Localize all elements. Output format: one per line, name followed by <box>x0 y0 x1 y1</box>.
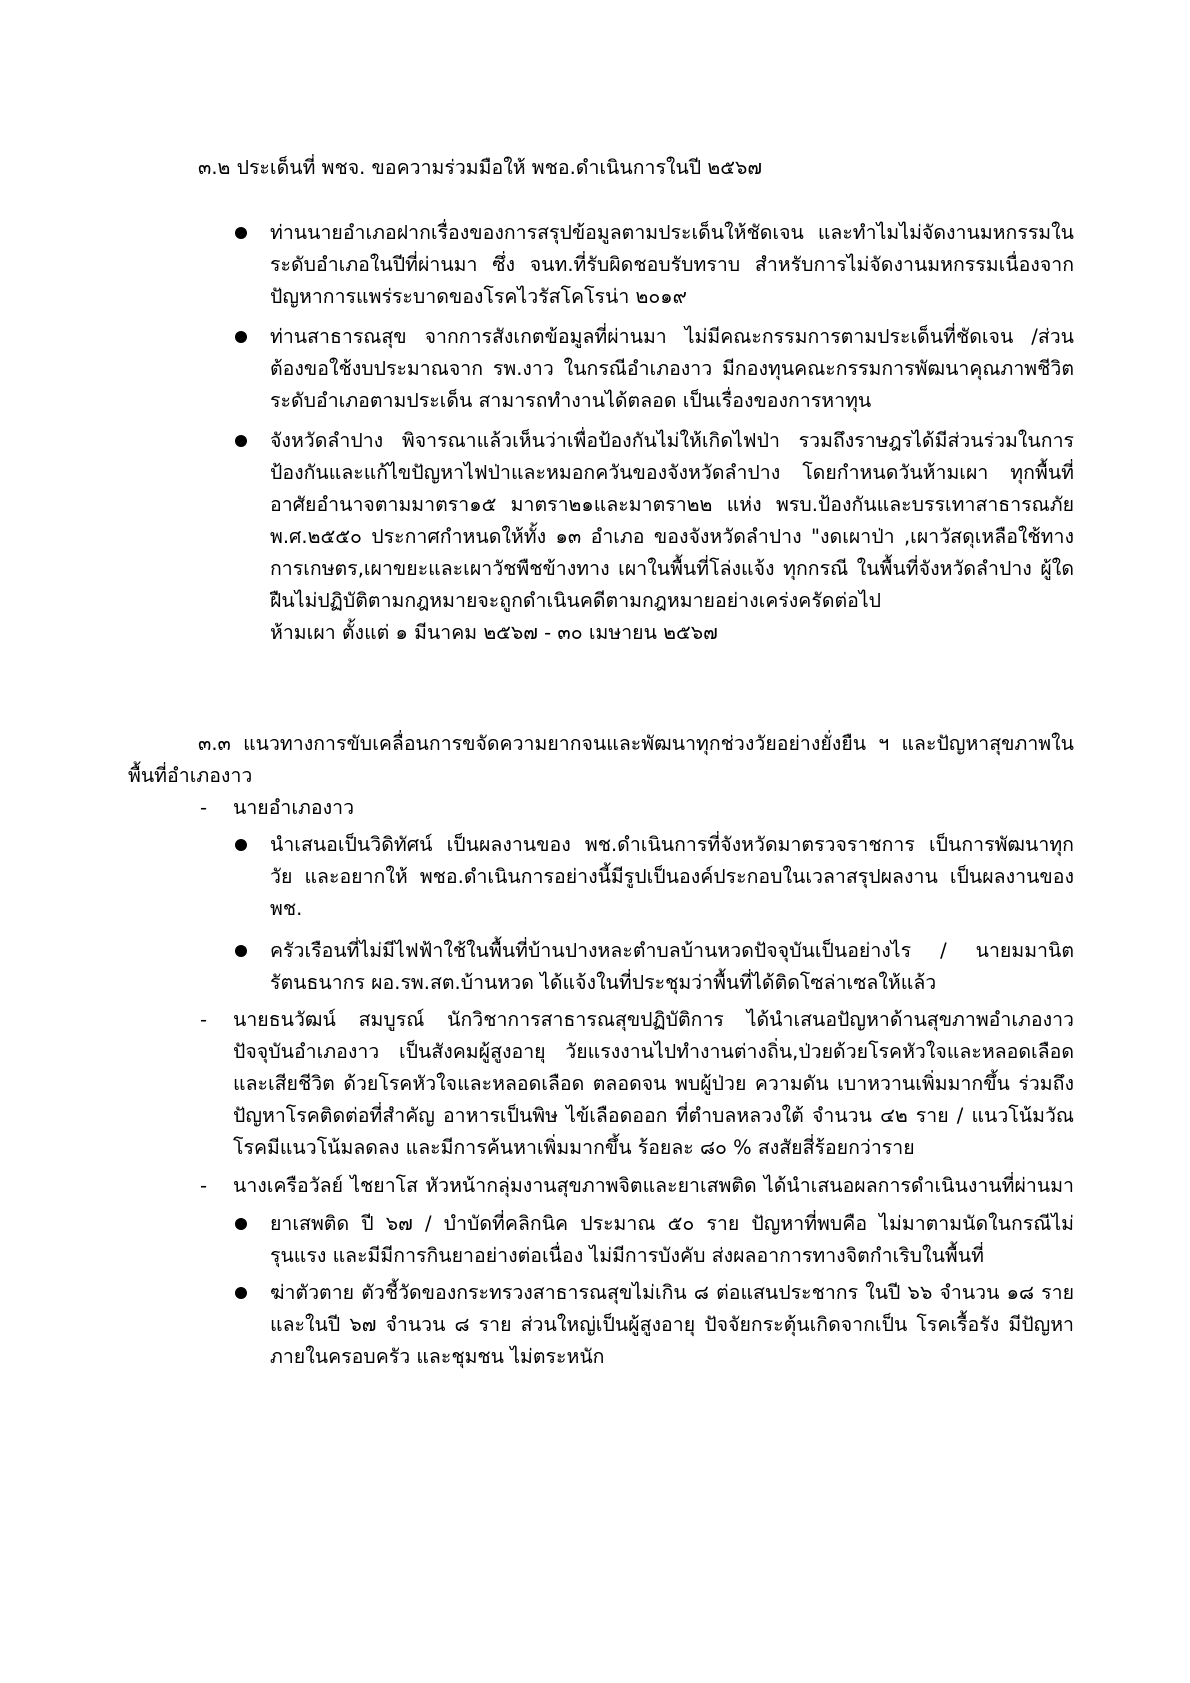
dash-marker: - <box>200 1174 208 1197</box>
paragraph-line: ยาเสพติด ปี ๖๗ / บำบัดที่คลิกนิค ประมาณ ๕๐ ราย ปัญหาที่พบคือ ไม่มาตามนัดในกรณีไม่ <box>270 1212 1074 1235</box>
paragraph-line: ระดับอำเภอในปีที่ผ่านมา ซึ่ง จนท.ที่รับผิดชอบรับทราบ สำหรับการไม่จัดงานมหกรรมเนื่องจาก <box>270 253 1074 276</box>
paragraph-line: พช. <box>270 897 303 920</box>
paragraph-line: นำเสนอเป็นวิดิทัศน์ เป็นผลงานของ พช.ดำเนินการที่จังหวัดมาตรวจราชการ เป็นการพัฒนาทุก <box>270 833 1074 856</box>
paragraph-line: ฆ่าตัวตาย ตัวชี้วัดของกระทรวงสาธารณสุขไม่เกิน ๘ ต่อแสนประชากร ในปี ๖๖ จำนวน ๑๘ ราย <box>270 1281 1074 1304</box>
paragraph-line: โรคมีแนวโน้มลดลง และมีการค้นหาเพิ่มมากขึ้น ร้อยละ ๘๐ % สงสัยสี่ร้อยกว่าราย <box>233 1136 915 1159</box>
paragraph-line: จังหวัดลำปาง พิจารณาแล้วเห็นว่าเพื่อป้องกันไม่ให้เกิดไฟป่า รวมถึงราษฎรได้มีส่วนร่วมในการ <box>270 429 1074 452</box>
paragraph-line: ห้ามเผา ตั้งแต่ ๑ มีนาคม ๒๕๖๗ - ๓๐ เมษายน ๒๕๖๗ <box>270 621 718 644</box>
paragraph-line: รุนแรง และมีมีการกินยาอย่างต่อเนื่อง ไม่มีการบังคับ ส่งผลอาการทางจิตกำเริบในพื้นที่ <box>270 1244 984 1267</box>
bullet-icon <box>235 1287 247 1299</box>
section-3-3-heading: ๓.๓ แนวทางการขับเคลื่อนการขจัดความยากจนและพัฒนาทุกช่วงวัยอย่างยั่งยืน ฯ และปัญหาสุขภาพใน <box>198 732 1074 755</box>
paragraph-line: และเสียชีวิต ด้วยโรคหัวใจและหลอดเลือด ตลอดจน พบผู้ป่วย ความดัน เบาหวานเพิ่มมากขึ้น ร่วมถึง <box>233 1072 1074 1095</box>
bullet-icon <box>235 839 247 851</box>
paragraph-line: พ.ศ.๒๕๕๐ ประกาศกำหนดให้ทั้ง ๑๓ อำเภอ ของจังหวัดลำปาง "งดเผาป่า ,เผาวัสดุเหลือใช้ทาง <box>270 525 1074 548</box>
paragraph-line: ท่านนายอำเภอฝากเรื่องของการสรุปข้อมูลตามประเด็นให้ชัดเจน และทำไมไม่จัดงานมหกรรมใน <box>270 221 1074 244</box>
paragraph-line: ฝืนไม่ปฏิบัติตามกฎหมายจะถูกดำเนินคดีตามกฎหมายอย่างเคร่งครัดต่อไป <box>270 589 882 612</box>
section-3-2-heading: ๓.๒ ประเด็นที่ พชจ. ขอความร่วมมือให้ พชอ.ดำเนินการในปี ๒๕๖๗ <box>198 156 763 179</box>
paragraph-line: ปัญหาการแพร่ระบาดของโรคไวรัสโคโรน่า ๒๐๑๙ <box>270 285 687 308</box>
paragraph-line: วัย และอยากให้ พชอ.ดำเนินการอย่างนี้มีรูปเป็นองค์ประกอบในเวลาสรุปผลงาน เป็นผลงานของ <box>270 865 1074 888</box>
dash-marker: - <box>200 1008 208 1031</box>
paragraph-line: ระดับอำเภอตามประเด็น สามารถทำงานได้ตลอด เป็นเรื่องของการหาทุน <box>270 389 872 412</box>
bullet-icon <box>235 1218 247 1230</box>
bullet-icon <box>235 227 247 239</box>
bullet-icon <box>235 435 247 447</box>
paragraph-line: ปัจจุบันอำเภองาว เป็นสังคมผู้สูงอายุ วัยแรงงานไปทำงานต่างถิ่น,ป่วยด้วยโรคหัวใจและหลอดเลือด <box>233 1040 1074 1063</box>
paragraph-line: นางเครือวัลย์ ไชยาโส หัวหน้ากลุ่มงานสุขภาพจิตและยาเสพติด ได้นำเสนอผลการดำเนินงานที่ผ่านมา <box>233 1174 1074 1197</box>
paragraph-line: และในปี ๖๗ จำนวน ๘ ราย ส่วนใหญ่เป็นผู้สูงอายุ ปัจจัยกระตุ้นเกิดจากเป็น โรคเรื้อรัง มีปัญหา <box>270 1313 1074 1336</box>
paragraph-line: อาศัยอำนาจตามมาตรา๑๕ มาตรา๒๑และมาตรา๒๒ แห่ง พรบ.ป้องกันและบรรเทาสาธารณภัย <box>270 493 1074 516</box>
bullet-icon <box>235 331 247 343</box>
paragraph-line: ครัวเรือนที่ไม่มีไฟฟ้าใช้ในพื้นที่บ้านปางหละตำบลบ้านหวดปัจจุบันเป็นอย่างไร / นายมมานิต <box>270 939 1074 962</box>
section-3-3-heading-cont: พื้นที่อำเภองาว <box>128 764 253 787</box>
speaker-name: นายอำเภองาว <box>233 796 355 819</box>
dash-marker: - <box>200 796 208 819</box>
paragraph-line: ภายในครอบครัว และชุมชน ไม่ตระหนัก <box>270 1345 605 1368</box>
paragraph-line: การเกษตร,เผาขยะและเผาวัชพืชข้างทาง เผาในพื้นที่โล่งแจ้ง ทุกกรณี ในพื้นที่จังหวัดลำปาง ผู้ใด <box>270 557 1074 580</box>
paragraph-line: ต้องขอใช้งบประมาณจาก รพ.งาว ในกรณีอำเภองาว มีกองทุนคณะกรรมการพัฒนาคุณภาพชีวิต <box>270 357 1074 380</box>
paragraph-line: ป้องกันและแก้ไขปัญหาไฟป่าและหมอกควันของจังหวัดลำปาง โดยกำหนดวันห้ามเผา ทุกพื้นที่ <box>270 461 1074 484</box>
paragraph-line: ท่านสาธารณสุข จากการสังเกตข้อมูลที่ผ่านมา ไม่มีคณะกรรมการตามประเด็นที่ชัดเจน /ส่วน <box>270 325 1074 348</box>
paragraph-line: รัตนธนากร ผอ.รพ.สต.บ้านหวด ได้แจ้งในที่ประชุมว่าพื้นที่ได้ติดโซล่าเซลให้แล้ว <box>270 971 937 994</box>
paragraph-line: นายธนวัฒน์ สมบูรณ์ นักวิชาการสาธารณสุขปฏิบัติการ ได้นำเสนอปัญหาด้านสุขภาพอำเภองาว <box>233 1008 1074 1031</box>
bullet-icon <box>235 945 247 957</box>
paragraph-line: ปัญหาโรคติดต่อที่สำคัญ อาหารเป็นพิษ ไข้เลือดออก ที่ตำบลหลวงใต้ จำนวน ๔๒ ราย / แนวโน้มวัณ <box>233 1104 1074 1127</box>
